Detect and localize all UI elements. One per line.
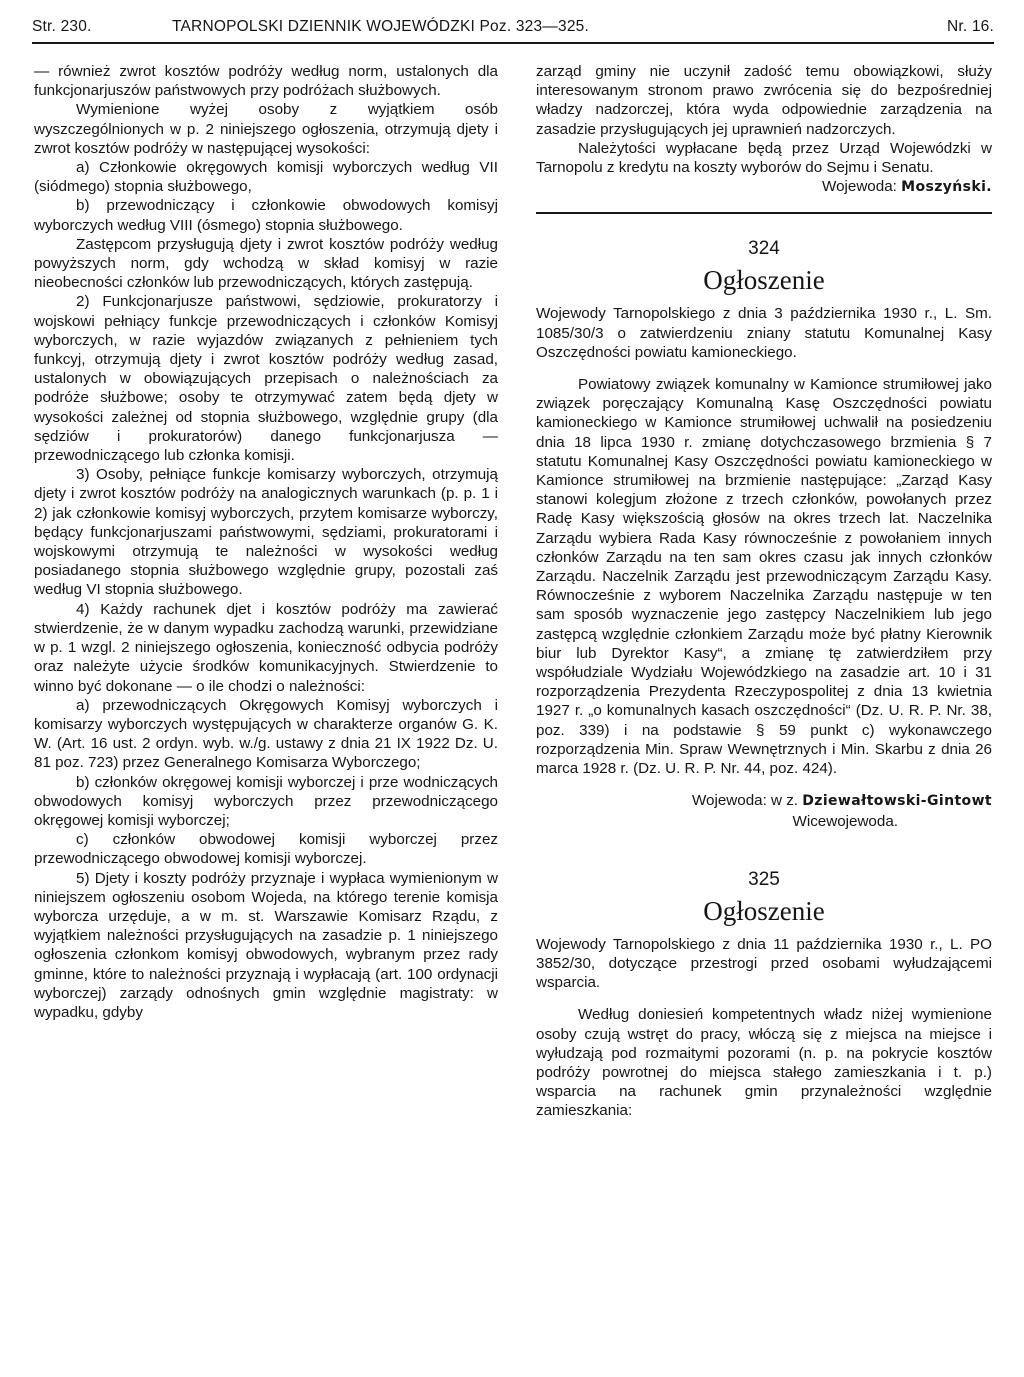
paragraph: Zastępcom przysługują djety i zwrot kosztów podróży według powyższych norm, gdy wchodzą w skład komisyj w razie nieobecności członków lub przewodniczących, których zastępują. bbox=[34, 235, 498, 292]
signature-324 bbox=[536, 791, 992, 811]
paragraph: a) Członkowie okręgowych komisji wyborczych według VII (siódmego) stopnia służbowego, bbox=[34, 159, 498, 196]
paragraph: Należytości wypłacane będą przez Urząd Wojewódzki w Tarnopolu z kredytu na koszty wyborów do Sejmu i Senatu. bbox=[536, 139, 992, 177]
signature-role: Wicewojewoda. bbox=[792, 812, 898, 830]
paragraph: b) członków okręgowej komisji wyborczej i prze wodniczących obwodowych komisyj wyborczych przez przewodniczącego okręgowej komisji wyborczej; bbox=[34, 773, 498, 829]
header-rule bbox=[32, 42, 994, 44]
signature-label: Wojewoda: w z. bbox=[691, 792, 799, 810]
paragraph: c) członków obwodowej komisji wyborczej przez przewodniczącego obwodowej komisji wyborczej. bbox=[34, 831, 498, 868]
paragraph: b) przewodniczący i członkowie obwodowych komisyj wyborczych według VIII (ósmego) stopnia służbowego. bbox=[34, 197, 498, 234]
announcement-title: Ogłoszenie bbox=[703, 265, 825, 296]
announcement-number: 325 bbox=[748, 868, 780, 890]
signature-name: Moszyński. bbox=[901, 179, 992, 196]
right-column bbox=[536, 62, 992, 1121]
signature-name: Dziewałtowski-Gintowt bbox=[802, 793, 992, 810]
paragraph: — również zwrot kosztów podróży według norm, ustalonych dla funkcjonarjuszów państwowych przy podróżach służbowych. bbox=[34, 63, 498, 100]
announcement-body: Według doniesień kompetentnych władz niżej wymienione osoby czują wstręt do pracy, włóczą się z miejsca na miejsce i wyłudzają pod rozmaitymi pozorami (n. p. na pokrycie kosztów podróży powrotnej do miejsca stałego zamieszkania i t. p.) wsparcia na rachunek gmin przynależności względnie zamieszkania: bbox=[536, 1006, 992, 1120]
signature-323 bbox=[536, 177, 992, 197]
spacer bbox=[536, 778, 992, 791]
announcement-number: 324 bbox=[748, 238, 780, 260]
spacer bbox=[536, 362, 992, 375]
announcement-body: Powiatowy związek komunalny w Kamionce strumiłowej jako związek poręczający Komunalną Kasę Oszczędności powiatu kamioneckiego w Kamionce strumiłowej uchwalił na posiedzeniu dnia 18 lipca 1930 r. zmianę dotychczasowego brzmienia § 7 statutu Komunalnej Kasy Oszczędności powiatu kamioneckiego w Kamionce strumiłowej na brzmienie następujące: „Zarząd Kasy stanowi kolegjum złożone z trzech członków, powołanych przez Radę Kasy większością głosów na okres trzech lat. Naczelnika Zarządu wybiera Rada Kasy równocześnie z powołaniem innych członków Zarządu na ten sam okres czasu jak innych członków Zarządu. Naczelnik Zarządu jest przewodniczącym Zarządu Kasy. Równocześnie z wyborem Naczelnika Zarządu następuje w ten sam sposób wyznaczenie jego zastępcy Naczelnikiem lub jego zastępcą względnie członkiem Zarządu może być płatny Kierownik biur lub Dyrektor Kasy“, a zmianę tę zatwierdziłem przy współudziale Wydziału Wojewódzkiego na zasadzie art. 10 i 31 rozporządzenia Prezydenta Rzeczypospolitej z dnia 13 kwietnia 1927 r. „o komunalnych kasach oszczędności“ (Dz. U. R. P. Nr. 38, poz. 339) i na podstawie § 59 punkt c) wykonawczego rozporządzenia Min. Spraw Wewnętrznych i Min. Skarbu z dnia 26 marca 1928 r. (Dz. U. R. P. Nr. 44, poz. 424). bbox=[536, 376, 992, 778]
spacer bbox=[536, 831, 992, 869]
paragraph: Wymienione wyżej osoby z wyjątkiem osób wyszczególnionych w p. 2 niniejszego ogłoszenia, otrzymują djety i zwrot kosztów podróży w następującej wysokości: bbox=[34, 101, 498, 157]
paragraph: 2) Funkcjonarjusze państwowi, sędziowie, prokuratorzy i wojskowi pełniący funkcje przewodniczących i członków Komisyj wyborczych, w razie wyjazdów związanych z pełnieniem tych funkcyj, otrzymują djety i zwrot kosztów podróży według zasad, ustalonych w obowiązujących przepisach o należnościach za podróże służbowe; osoby te otrzymywać zatem będą djety w wysokości zależnej od stopnia służbowego, względnie grupy (dla sędziów i prokuratorów) danego funkcjonarjusza — przewodniczącego lub członka komisji. bbox=[34, 293, 498, 465]
page-number: Str. 230. bbox=[32, 18, 92, 35]
announcement-intro: Wojewody Tarnopolskiego z dnia 3 października 1930 r., L. Sm. 1085/30/3 o zatwierdzeniu zniany statutu Komunalnej Kasy Oszczędności powiatu kamioneckiego. bbox=[536, 305, 992, 361]
paragraph: a) przewodniczących Okręgowych Komisyj wyborczych i komisarzy wyborczych występujących w charakterze organów G. K. W. (Art. 16 ust. 2 ordyn. wyb. w./g. ustawy z dnia 21 IX 1922 Dz. U. 81 poz. 723) przez Generalnego Komisarza Wyborczego; bbox=[34, 696, 498, 772]
signature-label: Wojewoda: bbox=[822, 178, 897, 196]
section-divider bbox=[536, 212, 992, 214]
paragraph: 5) Djety i koszty podróży przyznaje i wypłaca wymienionym w niniejszem ogłoszeniu osobom Wojeda, na którego terenie komisja wyborcza urzęduje, a w m. st. Warszawie Komisarz Rządu, z wyjątkiem należności przysługujących na zasadzie p. 1 niniejszego ogłoszenia członkom komisyj obwodowych, wybranym przez rady gminne, które to należności przyznają i wypłacają (art. 100 ordynacji wyborczej) zarządy odnośnych gmin względnie magistraty: w wypadku, gdyby bbox=[34, 869, 498, 1021]
issue-number: Nr. 16. bbox=[946, 18, 994, 35]
announcement-title: Ogłoszenie bbox=[703, 895, 825, 926]
left-column bbox=[34, 62, 498, 1022]
paragraph: zarząd gminy nie uczynił zadość temu obowiązkowi, służy interesowanym stronom prawo zwrócenia się do bezpośredniej władzy nadzorczej, która wyda odpowiednie zarządzenia na zasadzie przysługujących jej uprawnień nadzorczych. bbox=[536, 63, 992, 138]
spacer bbox=[536, 992, 992, 1005]
journal-title: TARNOPOLSKI DZIENNIK WOJEWÓDZKI Poz. 323—325. bbox=[172, 18, 589, 35]
paragraph: 3) Osoby, pełniące funkcje komisarzy wyborczych, otrzymują djety i zwrot kosztów podróży na analogicznych warunkach (p. p. 1 i 2) jak członkowie komisyj wyborczych, przytem komisarze wyborczy, będący funkcjonarjuszami państwowymi, sędziami, prokuratorami i wojskowymi otrzymują te należności w wysokości według posiadanego stopnia służbowego względnie grupy, pozostali zaś według VI stopnia służbowego. bbox=[34, 466, 498, 599]
paragraph: 4) Każdy rachunek djet i kosztów podróży ma zawierać stwierdzenie, że w danym wypadku zachodzą warunki, przewidziane w p. 1 wzgl. 2 niniejszego ogłoszenia, konieczność odbycia podróży oraz należyte użycie środków komunikacyjnych. Stwierdzenie to winno być dokonane — o ile chodzi o należności: bbox=[34, 600, 498, 695]
page-header bbox=[32, 18, 994, 42]
announcement-intro: Wojewody Tarnopolskiego z dnia 11 października 1930 r., L. PO 3852/30, dotyczące przestrogi przed osobami wyłudzającemi wsparcia. bbox=[536, 935, 992, 992]
